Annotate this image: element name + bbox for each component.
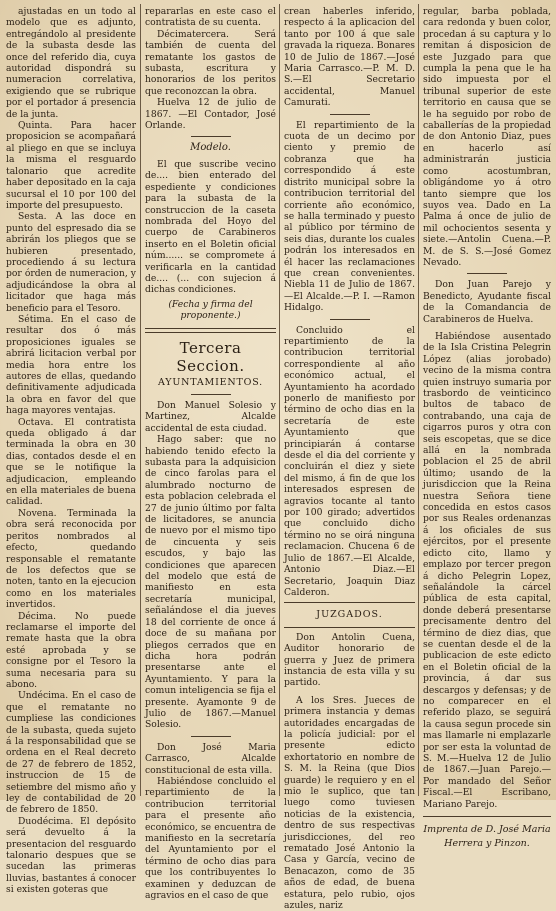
modelo-signature-note: (Fecha y firma del proponente.): [168, 298, 253, 322]
divider: [191, 136, 231, 137]
divider: [423, 816, 551, 817]
paragraph: Quinta. Para hacer proposicion se acompañará al pliego en que se incluya la misma el resguardo talonario que acredite haber depositado en la caja sucursal el 10 por 100 del importe del presupuesto.: [6, 120, 136, 211]
paragraph: Décimatercera. Será también de cuenta del rematante los gastos de subasta, escritura y honorarios de los peritos que reconozcan la obra.: [145, 28, 276, 97]
divider: [467, 273, 507, 274]
divider: [330, 319, 370, 320]
paragraph: Undécima. En el caso de que el rematante no cumpliese las condiciones de la subasta, queda sujeto á la responsabilidad que se ordena en el Real decreto de 27 de febrero de 1852, instruccion de 15 de setiembre del mismo año y ley de contabilidad de 20 de febrero de 1850.: [6, 690, 136, 816]
paragraph: A los Sres. Jueces de primera instancia y demas autoridades encargadas de la policía judicial: por el presente edicto exhortatorio en nombre de S. M. la Reina (que Dios guarde) le requiero y en el mio le suplico, que tan luego como tuviesen noticias de la existencia, dentro de sus respectivas jurisdicciones, del reo rematado José Antonio la Casa y García, vecino de Benacazon, como de 35 años de edad, de buena estatura, pelo rubio, ojos azules, nariz: [284, 694, 415, 911]
paragraph: Décima. No puede reclamarse el importe del remate hasta que la obra esté aprobada y se consigne por el Tesoro la suma necesaria para su abono.: [6, 610, 136, 690]
column-4: [423, 6, 551, 850]
column-1: [6, 6, 136, 896]
divider: [330, 114, 370, 115]
paragraph: Don José Maria Carrasco, Alcalde constitucional de esta villa.: [145, 741, 276, 776]
juzgados-header-box: [284, 602, 415, 627]
column-3: [284, 6, 415, 911]
paragraph: El que suscribe vecino de.... bien enterado del espediente y condiciones para la subasta de la construccion de la caseta nombrada del Hoyo del cuerpo de Carabineros inserto en el Boletin oficial núm...... se compromete á verificarla en la cantidad de.... (... con sujecion á dichas condiciones.: [145, 158, 276, 296]
paragraph: ajustadas en un todo al modelo que es adjunto, entregándolo al presidente de la subasta desde las once del referido dia, cuya autoridad dispondrá su numeracion correlativa, exigiendo que se rubrique por el portador á presencia de la junta.: [6, 6, 136, 120]
paragraph: Don Manuel Solesio y Martinez, Alcalde accidental de esta ciudad.: [145, 399, 276, 434]
paragraph: Habiéndose concluido el repartimiento de la contribucion territorial para el presente año económico, se encuentra de manifiesto en la secretaría del Ayuntamiento por el término de ocho dias para que los contribuyentes lo examinen y deduzcan de agravios en el caso de que: [145, 775, 276, 902]
paragraph: crean haberles inferido, respecto á la aplicacion del tanto por 100 á que sale gravada la riqueza. Bonares 10 de Julio de 1867.—José Maria Carrasco.—P. M. D. S.—El Secretario accidental, Manuel Camurati.: [284, 6, 415, 109]
juzgados-heading: JUZGADOS.: [316, 609, 383, 621]
paragraph: regular, barba poblada, cara redonda y buen color, procedan á su captura y lo remitan á disposicion de este Juzgado para que cumpla la pena que le ha sido impuesta por el tribunal superior de este territorio en causa que se le ha seguido por robo de caballerías de la propiedad de don Antonio Diaz, pues en hacerlo así administrarán justicia como acostumbran, obligándome yo á otro tanto siempre que los suyos vea. Dado en La Palma á once de julio de mil ochocientos sesenta y siete.—Antolin Cuena.—P. M. de S. S.—José Gomez Nevado.: [423, 6, 551, 268]
modelo-heading: Modelo.: [190, 142, 231, 154]
section-divider: [145, 328, 276, 333]
signoff: Huelva 12 de julio de 1867. —El Contador, José Orlande.: [145, 97, 276, 132]
paragraph: repararlas en este caso el contratista de su cuenta.: [145, 6, 276, 29]
paragraph: Sétima. En el caso de resultar dos ó más proposiciones iguales se abrirá licitacion verbal por media hora entre los autores de ellas, quedando definitivamente adjudicada la obra en favor del que haga mayores ventajas.: [6, 313, 136, 417]
paragraph: Habiéndose ausentado de la Isla Cristina Pelegrin López (alias jorobado) vecino de la misma contra quien instruyo sumaria por trasbordo de veinticinco bultos de tabaco de contrabando, una caja de cigarros puros y otra con seis escopetas, que se dice allá en la nombrada poblacion el 25 de abril último; usando de la jurisdiccion que la Reina nuestra Señora tiene concedida en estos casos por sus Reales ordenanzas á los oficiales de sus ejércitos, por el presente edicto cito, llamo y emplazo por tercer pregon á dicho Pelegrin Lopez, señalándole la cárcel pública de esta capital, donde deberá presentarse precisamente dentro del término de diez dias, que se cuentan desde el de la publicacion de este edicto en el Boletin oficial de la provincia, á dar sus descargos y defensas; y de no comparecer en el referido plazo, se seguirá la causa segun procede sin mas llamarle ni emplazarle por ser esta la voluntad de S. M.—Huelva 12 de Julio de 1867.—Juan Parejo.—Por mandado del Señor Fiscal.—El Escribano, Mariano Parejo.: [423, 330, 551, 810]
printer-imprint: [423, 823, 551, 851]
section-title: Tercera Seccion.: [176, 338, 245, 375]
column-rule: [418, 4, 419, 796]
paragraph: Sesta. A las doce en punto del espresado dia se abrirán los pliegos que se hubieren presentado, procediendo á su lectura por órden de numeracion, y adjudicándose la obra al licitador que haga más beneficio para el Tesoro.: [6, 211, 136, 314]
paragraph: Novena. Terminada la obra será reconocida por peritos nombrados al efecto, quedando responsable el rematante de los defectos que se noten, tanto en la ejecucion como en los materiales invertidos.: [6, 507, 136, 611]
imprint-line-2: Herrera y Pinzon.: [444, 838, 530, 850]
paragraph: Don Antolin Cuena, Auditor honorario de guerra y Juez de primera instancia de esta villa y su partido.: [284, 631, 415, 689]
paragraph: Hago saber: que no habiendo tenido efecto la subasta para la adquisicion de cinco farolas para el alumbrado nocturno de esta poblacion celebrada el 27 de junio último por falta de licitadores, se anuncia de nuevo por el mismo tipo de cincuenta y seis escudos, y bajo las condiciones que aparecen del modelo que está de manifiesto en esta secretaría municipal, señalándose el dia jueves 18 del corriente de once á doce de su mañana por pliegos cerrados que en dicha hora podrán presentarse ante el Ayuntamiento. Y para la comun inteligencia se fija el presente. Ayamonte 9 de Julio de 1867.—Manuel Solesio.: [145, 434, 276, 731]
divider: [191, 736, 231, 737]
paragraph: Don Juan Parejo y Benedicto, Ayudante fiscal de la Comandancia de Carabineros de Huelva.: [423, 279, 551, 325]
paragraph: Octava. El contratista queda obligado á dar terminada la obra en 30 dias, contados desde el en que se le notifique la adjudicacion, empleando en ella materiales de buena calidad.: [6, 416, 136, 508]
paragraph: El repartimiento de la cuota de un decimo por ciento y premio de cobranza que ha correspondido á este distrito municipal sobre la contribucion territorial del corriente año económico, se halla terminado y puesto al público por término de seis dias, durante los cuales podrán los interesados en él hacer las reclamaciones que crean convenientes. Niebla 11 de Julio de 1867.—El Alcalde.—P. I. —Ramon Hidalgo.: [284, 119, 415, 314]
column-2: [145, 6, 276, 902]
column-rule: [140, 4, 141, 796]
imprint-line-1: Imprenta de D. José Maria: [423, 824, 551, 836]
section-subtitle: AYUNTAMIENTOS.: [158, 376, 263, 388]
paragraph: Concluido el repartimiento de la contribucion territorial correspondiente al año económico actual, el Ayuntamiento ha acordado ponerlo de manifiesto por término de ocho dias en la secretaría de este Ayuntamiento que principiarán á contarse desde el dia del corriente y concluirán el diez y siete del mismo, á fin de que los interesados espresen de agravios tocante al tanto por 100 girado; advertidos que concluido dicho término no se oirá ninguna reclamacion. Chucena 6 de Julio de 1867.—El Alcalde, Antonio Diaz.—El Secretario, Joaquin Diaz Calderon.: [284, 324, 415, 598]
paragraph: Duodécima. El depósito será devuelto á la presentacion del resguardo talonario despues que se sucedan las primeras lluvias, bastantes á conocer si existen goteras que: [6, 815, 136, 896]
divider: [191, 394, 231, 395]
column-rule: [279, 4, 280, 796]
